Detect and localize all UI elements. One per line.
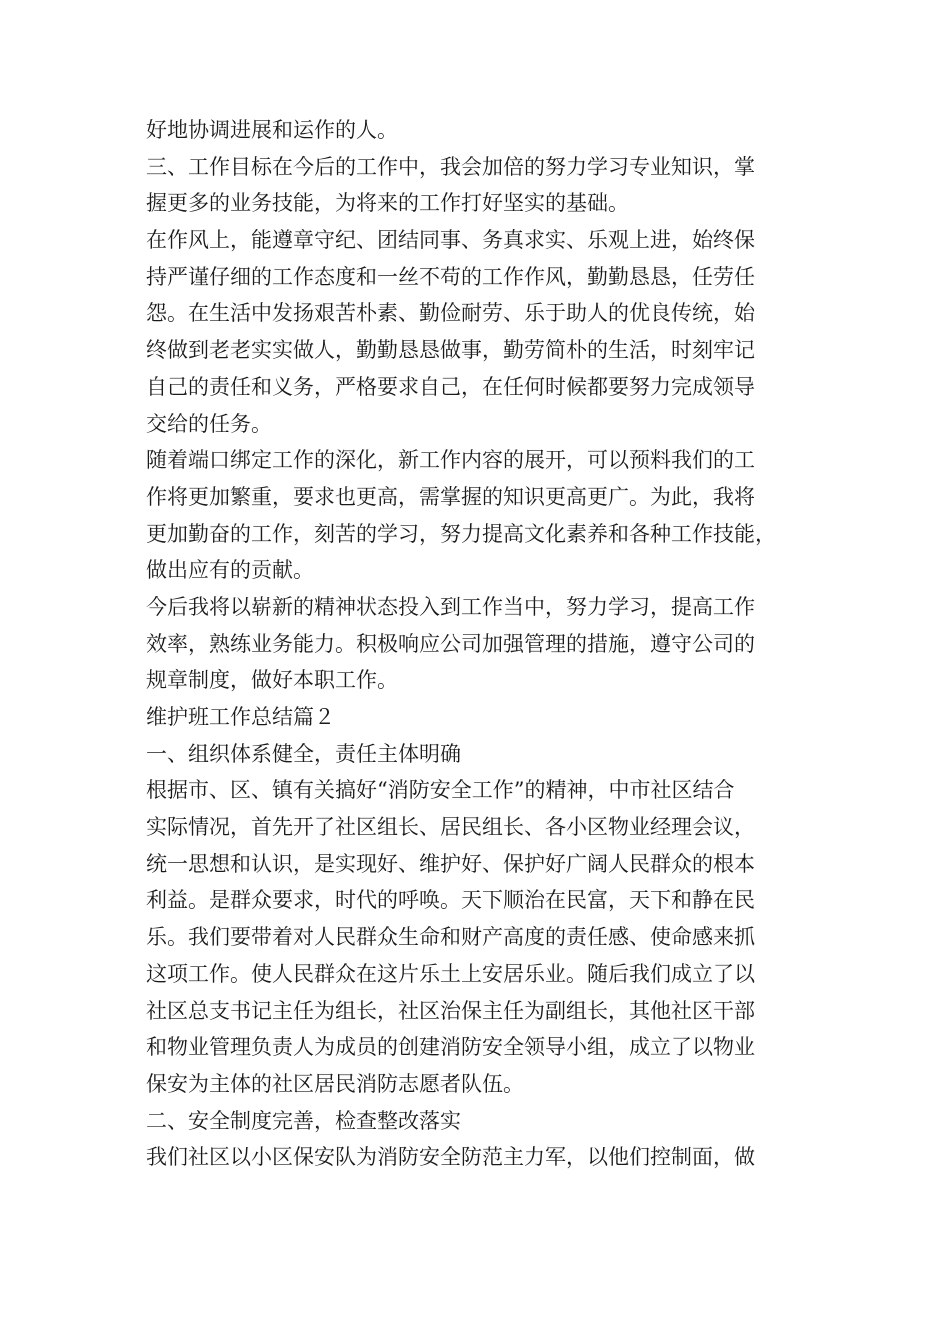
text-line: 怨。在生活中发扬艰苦朴素、勤俭耐劳、乐于助人的优良传统，始 xyxy=(146,301,755,326)
section-heading-organization: 一、组织体系健全，责任主体明确 xyxy=(146,741,461,766)
text-line: 持严谨仔细的工作态度和一丝不苟的工作作风，勤勤恳恳，任劳任 xyxy=(146,264,755,289)
section-heading-work-goals: 三、工作目标在今后的工作中，我会加倍的努力学习专业知识，掌 xyxy=(146,154,755,179)
text-line: 今后我将以崭新的精神状态投入到工作当中，努力学习，提高工作 xyxy=(146,594,755,619)
text-line: 交给的任务。 xyxy=(146,411,272,436)
text-line: 作将更加繁重，要求也更高，需掌握的知识更高更广。为此，我将 xyxy=(146,484,755,509)
text-line: 更加勤奋的工作，刻苦的学习，努力提高文化素养和各种工作技能， xyxy=(146,521,776,546)
article-title: 维护班工作总结篇２ xyxy=(146,705,335,729)
text-line: 握更多的业务技能，为将来的工作打好坚实的基础。 xyxy=(146,191,629,216)
text-line: 效率，熟练业务能力。积极响应公司加强管理的措施，遵守公司的 xyxy=(146,631,755,656)
text-line: 保安为主体的社区居民消防志愿者队伍。 xyxy=(146,1071,524,1096)
text-line: 乐。我们要带着对人民群众生命和财产高度的责任感、使命感来抓 xyxy=(146,925,755,950)
document-body xyxy=(146,112,826,1176)
text-line: 规章制度，做好本职工作。 xyxy=(146,668,398,693)
text-line: 利益。是群众要求，时代的呼唤。天下顺治在民富，天下和静在民 xyxy=(146,888,755,913)
text-line: 这项工作。使人民群众在这片乐土上安居乐业。随后我们成立了以 xyxy=(146,961,755,986)
text-line: 根据市、区、镇有关搞好“消防安全工作”的精神，中市社区结合 xyxy=(146,778,735,803)
text-line: 好地协调进展和运作的人。 xyxy=(146,118,398,142)
text-line: 我们社区以小区保安队为消防安全防范主力军，以他们控制面，做 xyxy=(146,1145,755,1170)
text-line: 实际情况，首先开了社区组长、居民组长、各小区物业经理会议， xyxy=(146,815,755,840)
text-line: 随着端口绑定工作的深化，新工作内容的展开，可以预料我们的工 xyxy=(146,448,755,473)
text-line: 统一思想和认识，是实现好、维护好、保护好广阔人民群众的根本 xyxy=(146,851,755,876)
section-heading-safety-system: 二、安全制度完善，检查整改落实 xyxy=(146,1108,461,1133)
text-line: 在作风上，能遵章守纪、团结同事、务真求实、乐观上进，始终保 xyxy=(146,228,755,253)
text-line: 自己的责任和义务，严格要求自己，在任何时候都要努力完成领导 xyxy=(146,374,755,399)
text-line: 社区总支书记主任为组长，社区治保主任为副组长，其他社区干部 xyxy=(146,998,755,1023)
text-line: 和物业管理负责人为成员的创建消防安全领导小组，成立了以物业 xyxy=(146,1035,755,1060)
text-line: 终做到老老实实做人，勤勤恳恳做事，勤劳简朴的生活，时刻牢记 xyxy=(146,338,755,363)
text-line: 做出应有的贡献。 xyxy=(146,558,314,583)
